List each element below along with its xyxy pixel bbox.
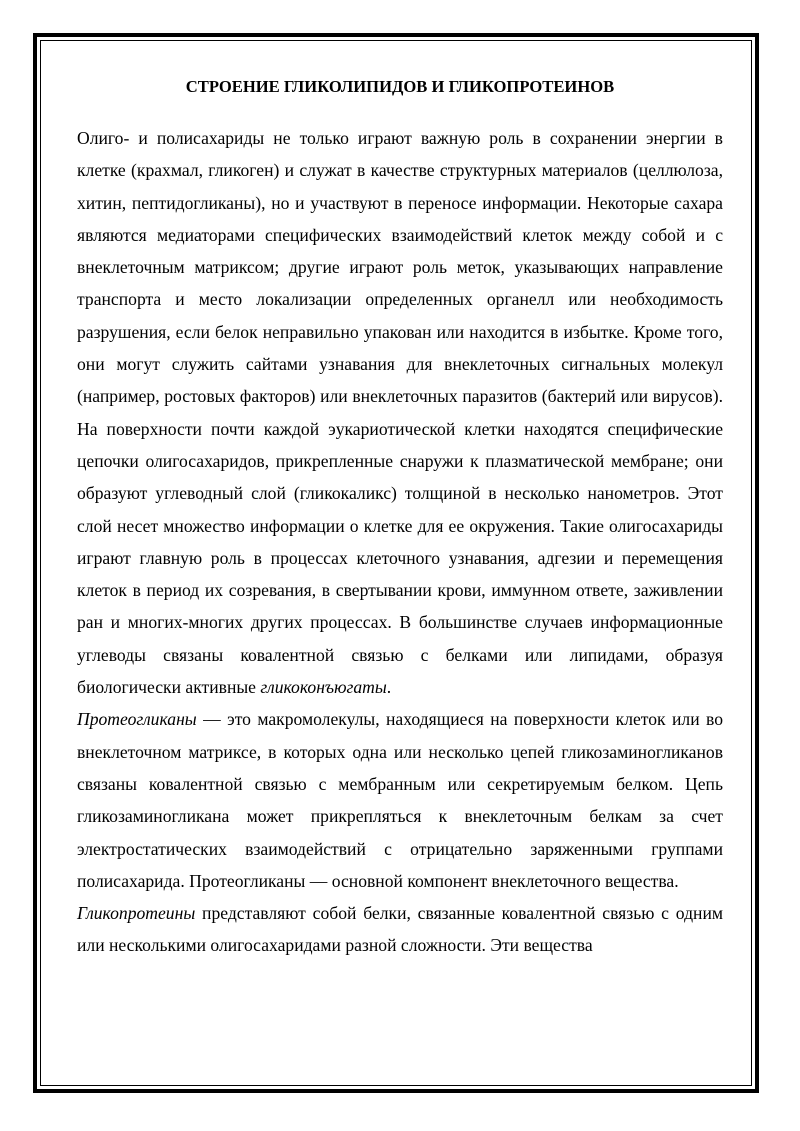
paragraph-proteoglycans-text: — это макромолекулы, находящиеся на поверхности клеток или во внеклеточном матриксе, в которых одна или несколько цепей гликозаминогликанов связаны ковалентной связью с мембранным или секретируемым белком. Цепь гликозаминогликана может прикрепляться к внеклеточным белкам за счет электростатических взаимодействий с отрицательно заряженными группами полисахарида. Протеогликаны — основной компонент внеклеточного вещества. [77, 709, 723, 891]
term-glycoconjugates: гликоконъюгаты [260, 677, 387, 698]
paragraph-intro [77, 122, 723, 703]
document-body [77, 74, 723, 962]
paragraph-glycoproteins-text: представляют собой белки, связанные ковалентной связью с одним или несколькими олигосахаридами разной сложности. Эти вещества [77, 903, 723, 956]
paragraph-proteoglycans [77, 703, 723, 897]
paragraph-intro-end: . [386, 677, 392, 698]
term-proteoglycans: Протеогликаны [77, 709, 197, 730]
paragraph-intro-text: Олиго- и полисахариды не только играют важную роль в сохранении энергии в клетке (крахмал, гликоген) и служат в качестве структурных материалов (целлюлоза, хитин, пептидогликаны), но и участвуют в переносе информации. Некоторые сахара являются медиаторами специфических взаимодействий клеток между собой и с внеклеточным матриксом; другие играют роль меток, указывающих направление транспорта и место локализации определенных органелл или необходимость разрушения, если белок неправильно упакован или находится в избытке. Кроме того, они могут служить сайтами узнавания для внеклеточных сигнальных молекул (например, ростовых факторов) или внеклеточных паразитов (бактерий или вирусов). На поверхности почти каждой эукариотической клетки находятся специфические цепочки олигосахаридов, прикрепленные снаружи к плазматической мембране; они образуют углеводный слой (гликокаликс) толщиной в несколько нанометров. Этот слой несет множество информации о клетке для ее окружения. Такие олигосахариды играют главную роль в процессах клеточного узнавания, адгезии и перемещения клеток в период их созревания, в свертывании крови, иммунном ответе, заживлении ран и многих-многих других процессах. В большинстве случаев информационные углеводы связаны ковалентной связью с белками или липидами, образуя биологически активные [77, 128, 723, 698]
document-title: СТРОЕНИЕ ГЛИКОЛИПИДОВ И ГЛИКОПРОТЕИНОВ [185, 77, 615, 96]
paragraph-glycoproteins [77, 897, 723, 962]
term-glycoproteins: Гликопротеины [77, 903, 196, 924]
